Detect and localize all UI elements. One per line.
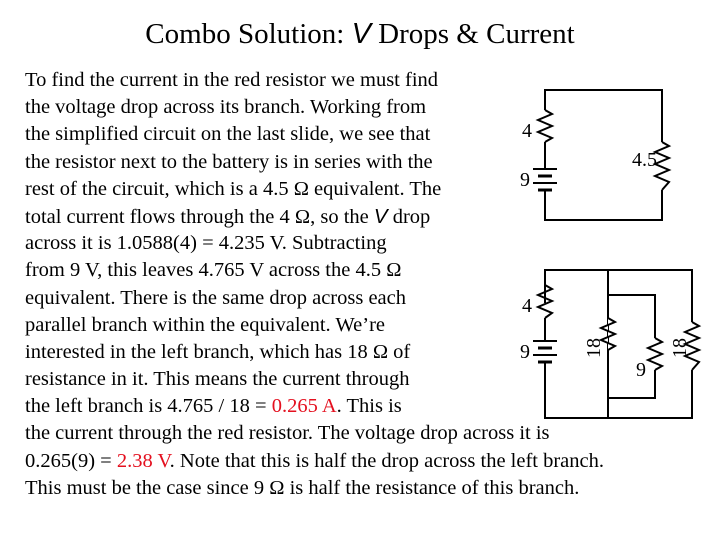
wire [600,90,662,142]
wire [608,370,655,398]
label-battery-bottom: 9 [520,341,530,363]
label-resistor-18-left: 18 [583,338,605,358]
wire [545,190,662,220]
label-resistor-9: 9 [636,359,646,381]
text-line: the resistor next to the battery is in series with the [25,150,433,173]
text-line: rest of the circuit, which is a 4.5 Ω equivalent. The [25,177,442,200]
text-line: This must be the case since 9 Ω is half the resistance of this branch. [25,476,580,499]
text-line: parallel branch within the equivalent. We’re [25,313,385,336]
text-line: resistance in it. This means the current through [25,368,410,391]
label-resistor-4-top: 4 [522,120,532,142]
text-line: equivalent. There is the same drop across each [25,286,407,309]
text-line: interested in the left branch, which has 18 Ω of [25,340,411,363]
resistor-4-top [538,110,552,142]
voltage-drop-value: 2.38 V [116,449,170,472]
current-value: 0.265 A [271,395,337,418]
text-line: To find the current in the red resistor we must find [25,69,439,91]
text-line: the voltage drop across its branch. Working from [25,96,427,119]
text-line: the current through the red resistor. The voltage drop across it is [25,422,550,445]
label-resistor-4-5: 4.5 [632,149,657,171]
text-line: the left branch is 4.765 / 18 = 0.265 A. This is [25,395,402,418]
resistor-4-5 [655,142,669,190]
label-resistor-18-right: 18 [669,338,691,358]
label-resistor-4-bottom: 4 [522,295,532,317]
wire [608,295,655,338]
slide-title: Combo Solution: V Drops & Current [145,18,575,50]
resistor-9-red [648,338,662,370]
wire [545,90,600,110]
text-line: from 9 V, this leaves 4.765 V across the 4.5 Ω [25,259,402,282]
text-line: the simplified circuit on the last slide, we see that [25,123,431,146]
text-line: across it is 1.0588(4) = 4.235 V. Subtracting [25,232,387,255]
text-line: 0.265(9) = 2.38 V. Note that this is half the drop across the left branch. [25,449,605,472]
text-line: total current flows through the 4 Ω, so the V drop [25,204,431,228]
wire [545,362,692,418]
label-battery-top: 9 [520,169,530,191]
